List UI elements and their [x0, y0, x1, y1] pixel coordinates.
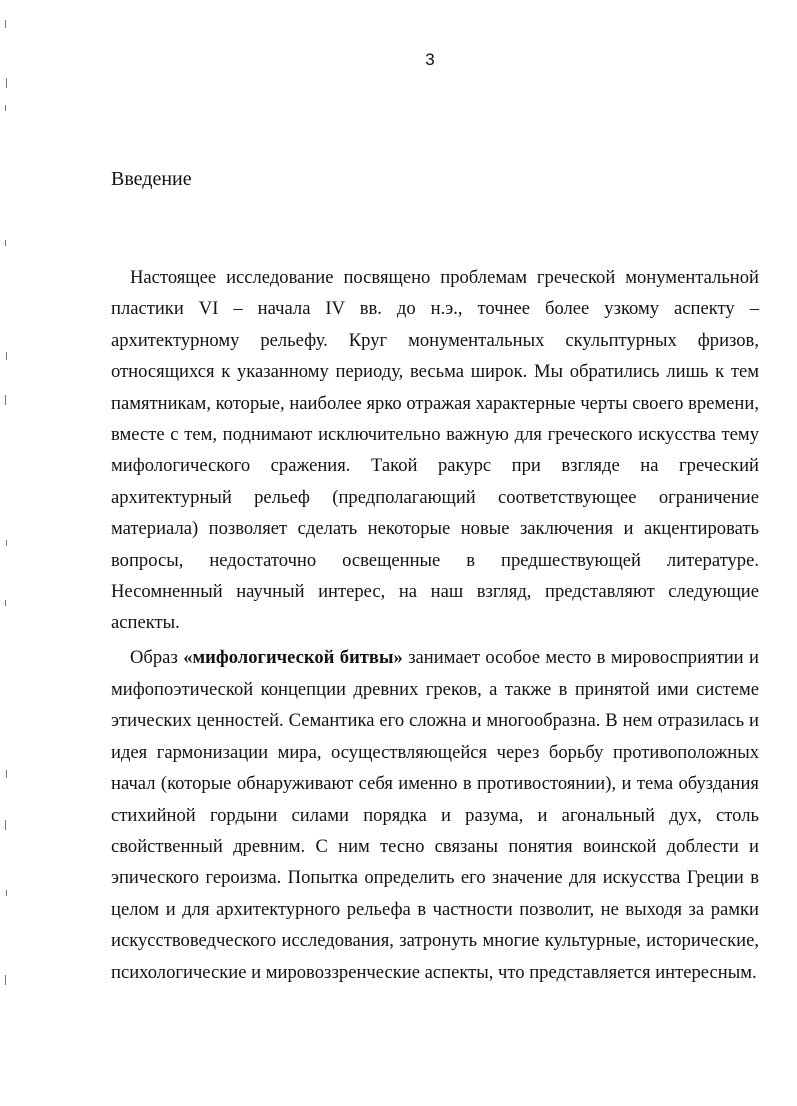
page-number: 3: [425, 50, 435, 69]
scan-speck: [6, 540, 7, 546]
paragraph-1: [111, 262, 759, 639]
scan-speck: [6, 352, 7, 360]
section-heading: Введение: [111, 168, 192, 190]
scan-speck: [5, 395, 6, 405]
paragraph-1-text: Настоящее исследование посвящено проблемам греческой монументальной пластики VI – начала IV вв. до н.э., точнее более узкому аспекту – архитектурному рельефу. Круг монументальных скульптурных фризов, относящихся к указанному периоду, весьма широк. Мы обратились лишь к тем памятникам, которые, наиболее ярко отражая характерные черты своего времени, вместе с тем, поднимают исключительно важную для греческого искусства тему мифологического сражения. Такой ракурс при взгляде на греческий архитектурный рельеф (предполагающий соответствующее ограничение материала) позволяет сделать некоторые новые заключения и акцентировать вопросы, недостаточно освещенные в предшествующей литературе. Несомненный научный интерес, на наш взгляд, представляют следующие аспекты.: [111, 267, 759, 634]
scan-speck: [5, 20, 6, 28]
scan-speck: [5, 975, 6, 985]
scan-speck: [6, 770, 7, 778]
scan-speck: [6, 890, 7, 896]
paragraph-2-bold-term: «мифологической битвы»: [183, 647, 403, 669]
paragraph-2-text-start: Образ: [130, 647, 184, 669]
scan-speck: [5, 105, 6, 111]
paragraph-2-text-rest: занимает особое место в мировосприятии и мифопоэтической концепции древних греков, а также в принятой ими системе этических ценностей. Семантика его сложна и многообразна. В нем отразилась и идея гармонизации мира, осуществляющейся через борьбу противоположных начал (которые обнаруживают себя именно в противостоянии), и тема обуздания стихийной гордыни силами порядка и разума, и агональный дух, столь свойственный древним. С ним тесно связаны понятия воинской доблести и эпического героизма. Попытка определить его значение для искусства Греции в целом и для архитектурного рельефа в частности позволит, не выходя за рамки искусствоведческого исследования, затронуть многие культурные, исторические, психологические и мировоззренческие аспекты, что представляется интересным.: [111, 647, 759, 983]
scan-speck: [5, 600, 6, 606]
body-text: [111, 262, 759, 992]
scan-speck: [5, 820, 6, 830]
scan-speck: [5, 240, 6, 246]
scan-speck: [6, 78, 7, 88]
paragraph-2: [111, 642, 759, 987]
